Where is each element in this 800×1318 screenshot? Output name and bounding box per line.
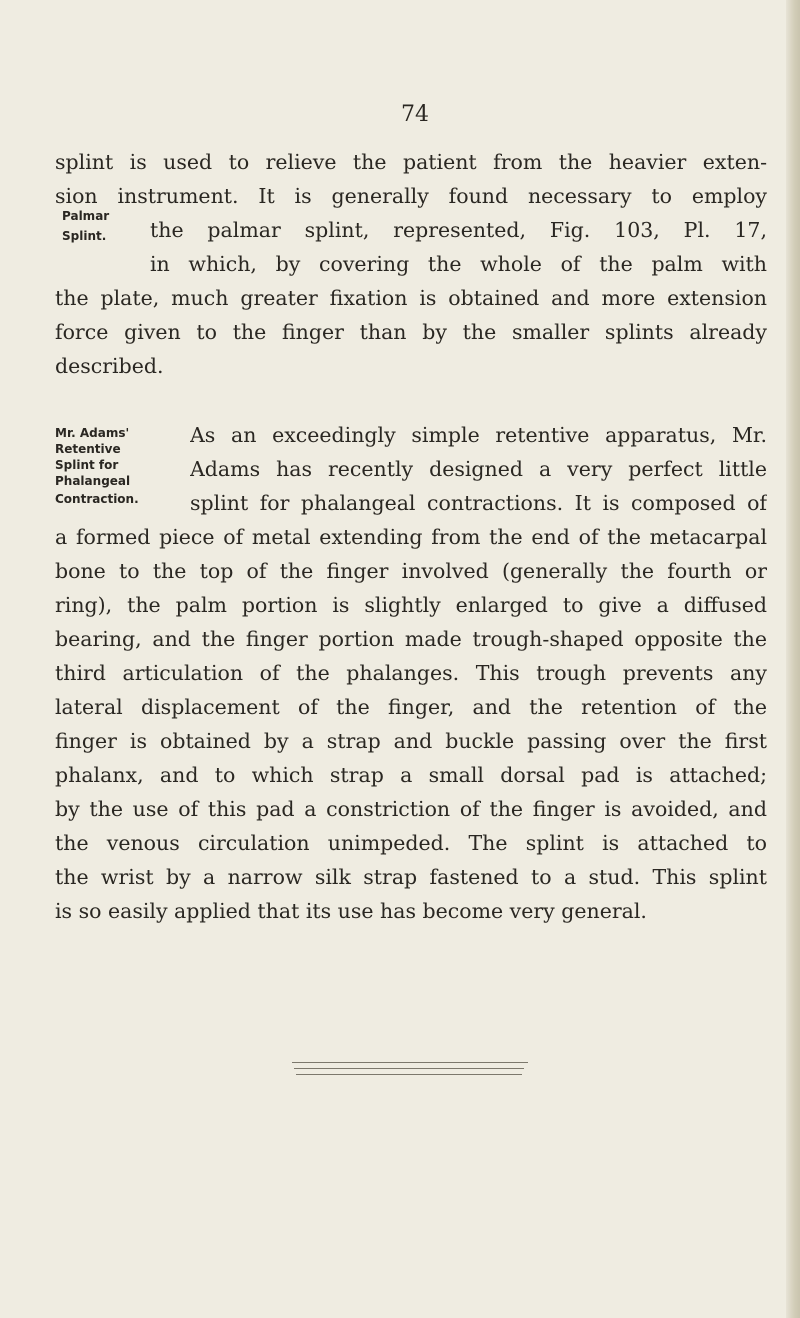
body-line-10: splint for phalangeal contractions. It is composed of [190,491,767,515]
side-note-adams-5: Contraction. [55,492,139,506]
body-line-5: the plate, much greater fixation is obtained and more extension [55,286,767,310]
body-line-13: ring), the palm portion is slightly enlarged to give a diffused [55,593,767,617]
body-line-11: a formed piece of metal extending from the end of the metacarpal [55,525,767,549]
body-line-17: finger is obtained by a strap and buckle passing over the first [55,729,767,753]
body-line-4: in which, by covering the whole of the palm with [150,252,767,276]
body-line-12: bone to the top of the finger involved (generally the fourth or [55,559,767,583]
bottom-rule-2 [294,1068,524,1069]
body-line-2: sion instrument. It is generally found necessary to employ [55,184,767,208]
page-edge-shadow [786,0,800,1318]
body-line-6: force given to the finger than by the smaller splints already [55,320,767,344]
body-line-18: phalanx, and to which strap a small dorsal pad is attached; [55,763,767,787]
body-line-16: lateral displacement of the finger, and the retention of the [55,695,767,719]
body-line-9: Adams has recently designed a very perfect little [190,457,767,481]
bottom-rule-1 [292,1062,528,1063]
body-line-1: splint is used to relieve the patient from the heavier exten- [55,150,767,174]
body-line-7: described. [55,354,164,378]
body-line-3: the palmar splint, represented, Fig. 103, Pl. 17, [150,218,767,242]
body-line-20: the venous circulation unimpeded. The splint is attached to [55,831,767,855]
body-line-21: the wrist by a narrow silk strap fastened to a stud. This splint [55,865,767,889]
side-note-palmar-1: Palmar [62,209,110,223]
body-line-19: by the use of this pad a constriction of the finger is avoided, and [55,797,767,821]
side-note-adams-2: Retentive [55,442,121,456]
body-line-22: is so easily applied that its use has become very general. [55,899,647,923]
side-note-adams-3: Splint for [55,458,119,472]
body-line-15: third articulation of the phalanges. This trough prevents any [55,661,767,685]
side-note-adams-1: Mr. Adams' [55,426,130,440]
body-line-14: bearing, and the finger portion made trough-shaped opposite the [55,627,767,651]
body-line-8: As an exceedingly simple retentive apparatus, Mr. [190,423,767,447]
side-note-adams-4: Phalangeal [55,474,131,488]
bottom-rule-3 [296,1074,522,1075]
page-number: 74 [401,102,429,127]
side-note-palmar-2: Splint. [62,229,107,243]
